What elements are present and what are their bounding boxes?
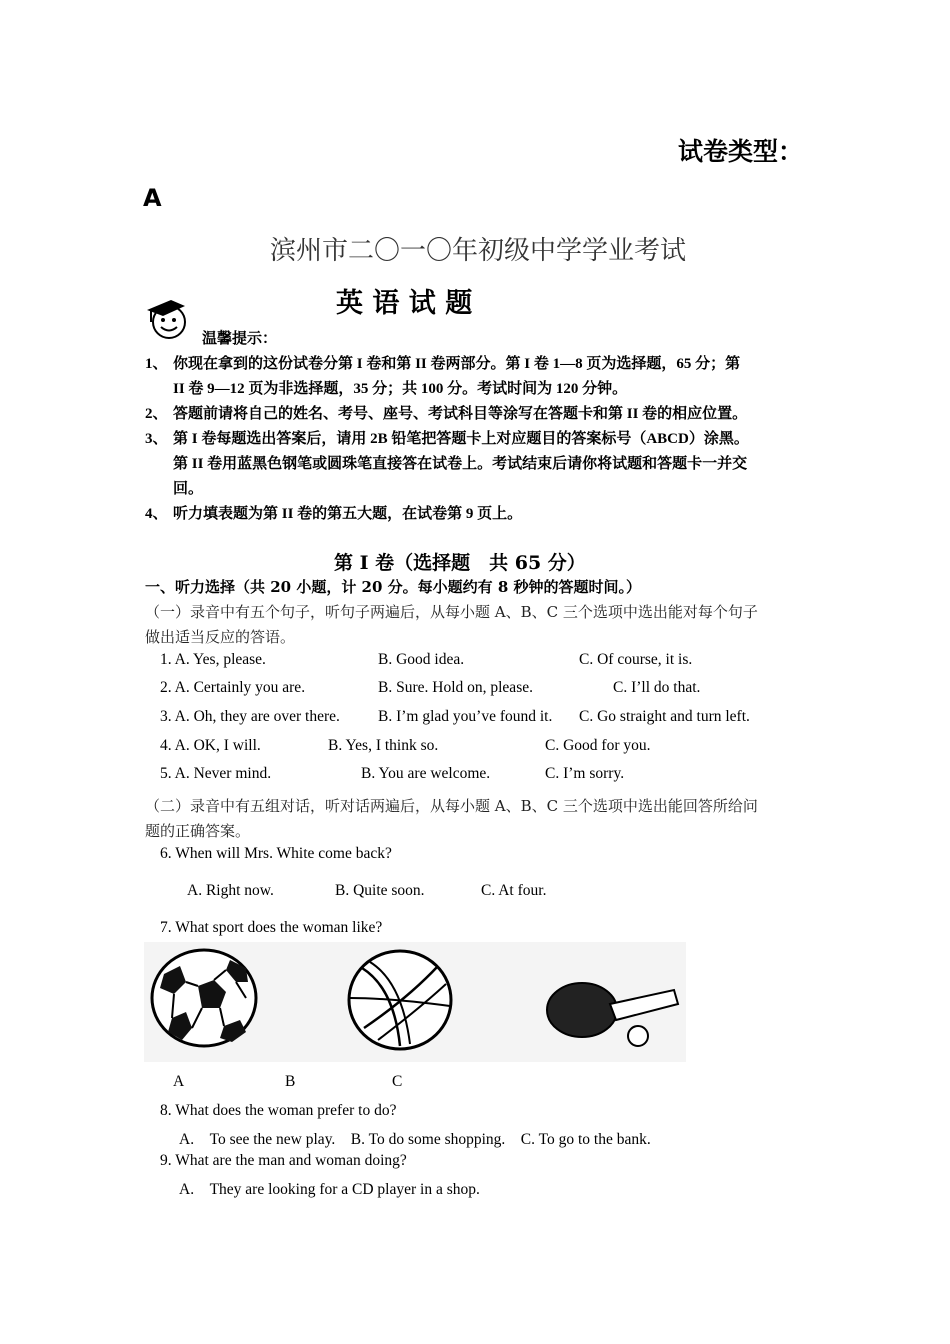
q5-option-b: B. You are welcome. [361,765,491,782]
tip-line: 回。 [173,481,204,497]
part1-heading: 一、听力选择（共 20 小题，计 20 分。每小题约有 8 秒钟的答题时间。） [145,578,642,596]
q8-question: 8. What does the woman prefer to do? [160,1102,397,1119]
sub2-instruction: （二）录音中有五组对话，听对话两遍后，从每小题 A、B、C 三个选项中选出能回答所给问 [145,797,758,815]
tip-line: 答题前请将自己的姓名、考号、座号、考试科目等涂写在答题卡和第 II 卷的相应位置。 [173,406,748,422]
table-tennis-paddle-icon [546,976,680,1048]
volleyball-icon [346,948,454,1052]
q7-label-c: C [392,1073,403,1090]
tip-number: 2、 [145,406,168,422]
q1-option-c: C. Of course, it is. [579,651,693,668]
sub1-instruction: （一）录音中有五个句子，听句子两遍后，从每小题 A、B、C 三个选项中选出能对每个句子 [145,603,758,621]
q6-question: 6. When will Mrs. White come back? [160,845,392,862]
q4-option-b: B. Yes, I think so. [328,737,439,754]
q9-option-a: A. They are looking for a CD player in a shop. [179,1181,480,1198]
q6-option-b: B. Quite soon. [335,882,425,899]
tip-line: II 卷 9—12 页为非选择题，35 分；共 100 分。考试时间为 120 分钟。 [173,381,628,397]
sub1-instruction: 做出适当反应的答语。 [145,628,296,646]
q2-option-a: 2. A. Certainly you are. [160,679,306,696]
q7-question: 7. What sport does the woman like? [160,919,383,936]
q3-option-b: B. I’m glad you’ve found it. [378,708,553,725]
tip-number: 1、 [145,356,168,372]
sub2-instruction: 题的正确答案。 [145,822,251,840]
smiley-student-icon [143,296,191,342]
q6-option-c: C. At four. [481,882,547,899]
q1-option-a: 1. A. Yes, please. [160,651,266,668]
q7-label-b: B [285,1073,296,1090]
q4-option-c: C. Good for you. [545,737,651,754]
tips-heading: 温馨提示： [202,331,278,347]
q3-option-c: C. Go straight and turn left. [579,708,750,725]
exam-title: 滨州市二〇一〇年初级中学学业考试 [270,236,687,266]
q7-label-a: A [173,1073,185,1090]
subject-title: 英 语 试 题 [336,288,473,319]
tip-number: 4、 [145,506,168,522]
paper-type-label: 试卷类型： [678,137,804,166]
q5-option-c: C. I’m sorry. [545,765,625,782]
soccer-ball-icon [150,948,258,1048]
section-title: 第 I 卷（选择题 共 65 分） [334,552,586,574]
q8-options: A. To see the new play. B. To do some shopping. C. To go to the bank. [179,1131,651,1148]
q6-option-a: A. Right now. [187,882,274,899]
tip-line: 听力填表题为第 II 卷的第五大题，在试卷第 9 页上。 [173,506,523,522]
q5-option-a: 5. A. Never mind. [160,765,272,782]
paper-type-value: A [143,184,162,212]
q3-option-a: 3. A. Oh, they are over there. [160,708,340,725]
tip-line: 你现在拿到的这份试卷分第 I 卷和第 II 卷两部分。第 I 卷 1—8 页为选择题，65 分；第 [173,356,741,372]
q2-option-c: C. I’ll do that. [613,679,701,696]
tip-line: 第 I 卷每题选出答案后，请用 2B 铅笔把答题卡上对应题目的答案标号（ABCD）涂黑。 [173,431,749,447]
q2-option-b: B. Sure. Hold on, please. [378,679,533,696]
tip-line: 第 II 卷用蓝黑色钢笔或圆珠笔直接答在试卷上。考试结束后请你将试题和答题卡一并交 [173,456,748,472]
q1-option-b: B. Good idea. [378,651,465,668]
q4-option-a: 4. A. OK, I will. [160,737,261,754]
tip-number: 3、 [145,431,168,447]
q9-question: 9. What are the man and woman doing? [160,1152,407,1169]
